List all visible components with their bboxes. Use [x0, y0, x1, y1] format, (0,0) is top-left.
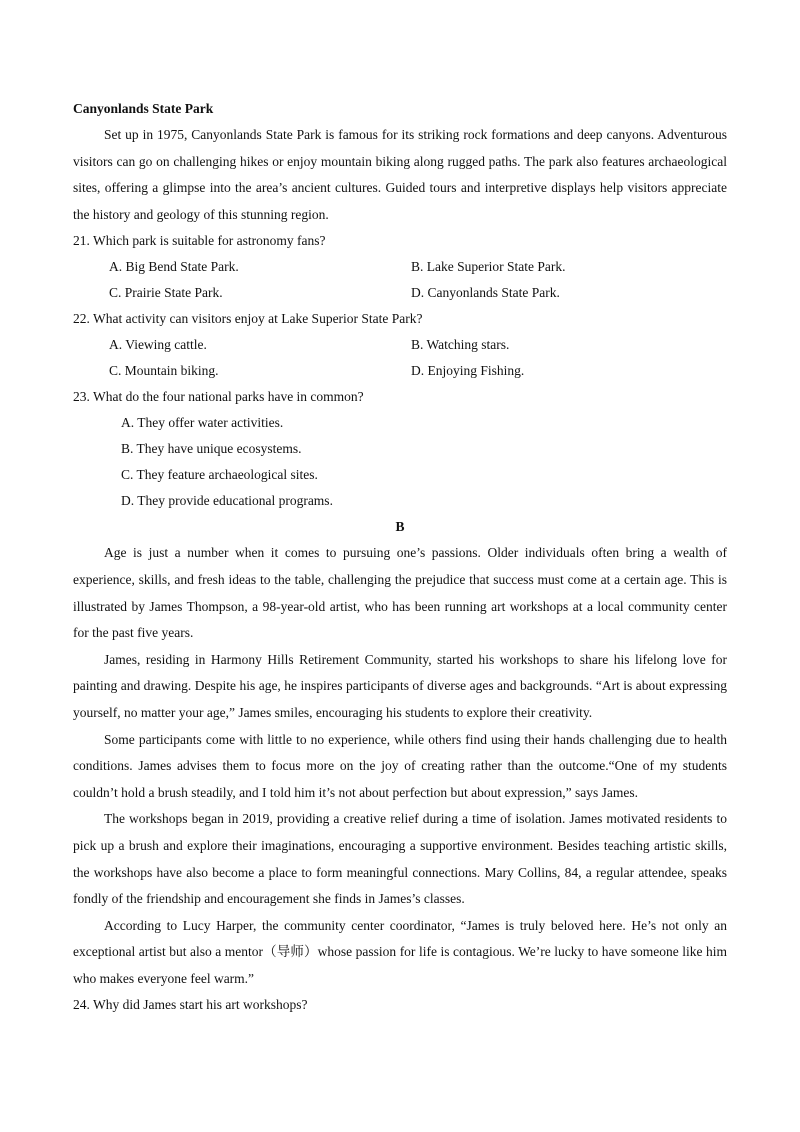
option-23-a: A. They offer water activities.: [121, 415, 284, 431]
passage-b-paragraph: Some participants come with little to no experience, while others find using their hands challenging due to health conditions. James advises them to focus more on the joy of creating rather than the outcome.“One of my students couldn’t hold a brush steadily, and I told him it’s not about perfection but about expression,” says James.: [73, 731, 727, 800]
option-21-c: C. Prairie State Park.: [109, 285, 223, 301]
passage-b-paragraph: James, residing in Harmony Hills Retirement Community, started his workshops to share his lifelong love for painting and drawing. Despite his age, he inspires participants of diverse ages and backgrounds. “Art is about expressing yourself, no matter your age,” James smiles, encouraging his students to explore their creativity.: [73, 651, 727, 720]
question-21: 21. Which park is suitable for astronomy fans?: [73, 233, 326, 249]
page-content: [73, 96, 727, 1018]
option-23-b: B. They have unique ecosystems.: [121, 441, 302, 457]
option-22-d: D. Enjoying Fishing.: [411, 363, 525, 379]
question-22: 22. What activity can visitors enjoy at Lake Superior State Park?: [73, 311, 423, 327]
question-22-options: [73, 332, 727, 384]
option-23-d: D. They provide educational programs.: [121, 493, 333, 509]
option-23-c: C. They feature archaeological sites.: [121, 467, 318, 483]
section-b-heading: B: [395, 519, 405, 535]
question-24: 24. Why did James start his art workshops?: [73, 997, 308, 1013]
passage-b-paragraph: According to Lucy Harper, the community center coordinator, “James is truly beloved here. He’s not only an exceptional artist but also a mentor（导师）whose passion for life is contagious. We’re lucky to have someone like him who makes everyone feel warm.”: [73, 917, 727, 986]
question-21-options: [73, 254, 727, 306]
option-22-c: C. Mountain biking.: [109, 363, 219, 379]
option-21-d: D. Canyonlands State Park.: [411, 285, 560, 301]
passage-b-paragraph: Age is just a number when it comes to pursuing one’s passions. Older individuals often bring a wealth of experience, skills, and fresh ideas to the table, challenging the prejudice that success must come at a certain age. This is illustrated by James Thompson, a 98-year-old artist, who has been running art workshops at a local community center for the past five years.: [73, 545, 727, 641]
option-22-a: A. Viewing cattle.: [109, 337, 207, 353]
option-22-b: B. Watching stars.: [411, 337, 510, 353]
passage-b-paragraph: The workshops began in 2019, providing a creative relief during a time of isolation. James motivated residents to pick up a brush and explore their imaginations, encouraging a supportive environment. Besides teaching artistic skills, the workshops have also become a place to form meaningful connections. Mary Collins, 84, a regular attendee, speaks fondly of the friendship and encouragement she finds in James’s classes.: [73, 811, 727, 907]
option-21-b: B. Lake Superior State Park.: [411, 259, 566, 275]
option-21-a: A. Big Bend State Park.: [109, 259, 239, 275]
park-description: Set up in 1975, Canyonlands State Park is famous for its striking rock formations and deep canyons. Adventurous visitors can go on challenging hikes or enjoy mountain biking along rugged paths. The park also features archaeological sites, offering a glimpse into the area’s ancient cultures. Guided tours and interpretive displays help visitors appreciate the history and geology of this stunning region.: [73, 127, 727, 222]
question-23: 23. What do the four national parks have in common?: [73, 389, 364, 405]
question-23-options: [73, 410, 727, 514]
park-title: Canyonlands State Park: [73, 101, 214, 116]
